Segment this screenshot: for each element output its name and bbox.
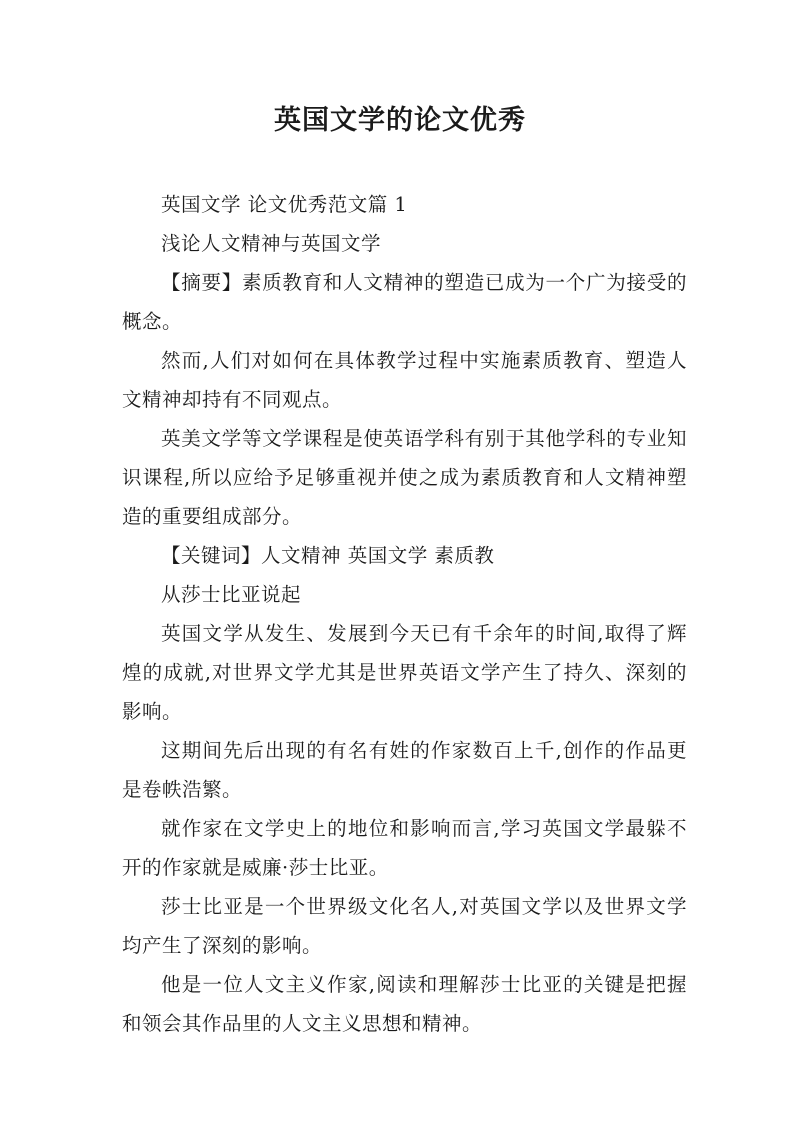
paragraph: 就作家在文学史上的地位和影响而言,学习英国文学最躲不开的作家就是威廉·莎士比亚。 — [122, 817, 687, 879]
paragraph-section-heading: 从莎士比亚说起 — [161, 583, 302, 606]
paragraph-keywords: 【关键词】人文精神 英国文学 素质教 — [161, 544, 495, 567]
paragraph: 英美文学等文学课程是使英语学科有别于其他学科的专业知识课程,所以应给予足够重视并使之成为素质教育和人文精神塑造的重要组成部分。 — [122, 427, 687, 528]
paragraph: 英国文学从发生、发展到今天已有千余年的时间,取得了辉煌的成就,对世界文学尤其是世界英语文学产生了持久、深刻的影响。 — [122, 622, 687, 723]
paragraph-abstract: 【摘要】素质教育和人文精神的塑造已成为一个广为接受的概念。 — [122, 271, 687, 333]
document-title: 英国文学的论文优秀 — [274, 105, 526, 136]
paragraph: 莎士比亚是一个世界级文化名人,对英国文学以及世界文学均产生了深刻的影响。 — [122, 895, 687, 957]
paragraph: 然而,人们对如何在具体教学过程中实施素质教育、塑造人文精神却持有不同观点。 — [122, 349, 687, 411]
paragraph: 他是一位人文主义作家,阅读和理解莎士比亚的关键是把握和领会其作品里的人文主义思想和精神。 — [122, 973, 687, 1035]
paragraph-heading: 英国文学 论文优秀范文篇 1 — [161, 193, 408, 216]
paragraph: 这期间先后出现的有名有姓的作家数百上千,创作的作品更是卷帙浩繁。 — [122, 739, 687, 801]
paragraph-subtitle: 浅论人文精神与英国文学 — [161, 232, 382, 255]
document-body — [122, 185, 687, 1043]
